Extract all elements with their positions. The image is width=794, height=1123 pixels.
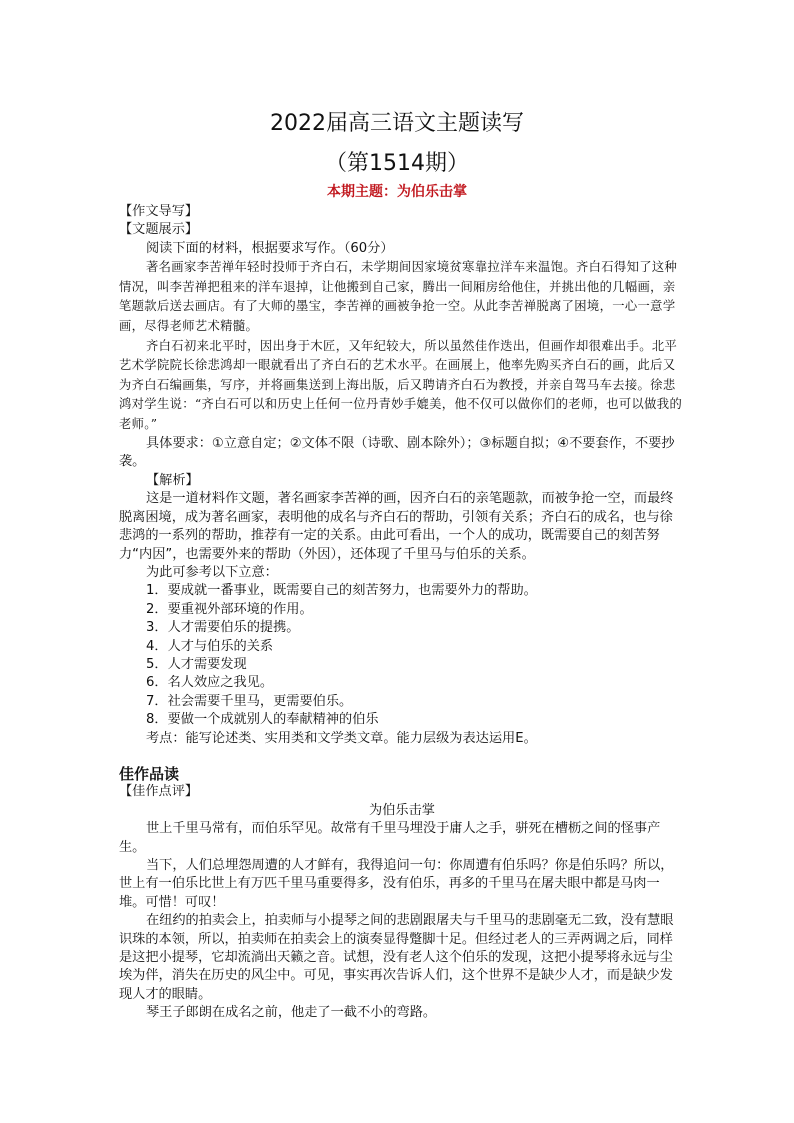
essay-paragraph: 当下，人们总埋怨周遭的人才鲜有，我得追问一句：你周遭有伯乐吗？你是伯乐吗？所以，世上有一伯乐比世上有万匹千里马重要得多，没有伯乐，再多的千里马在屠夫眼中都是马肉一堆。可惜！可叹！ xyxy=(119,858,674,910)
kaodian-text: 考点：能写论述类、实用类和文学类文章。能力层级为表达运用E。 xyxy=(146,730,537,746)
issue-number: （第1514期） xyxy=(325,151,469,176)
instruction-text: 阅读下面的材料，根据要求写作。（60分） xyxy=(146,240,394,256)
idea-item: 6．名人效应之我见。 xyxy=(146,675,274,691)
analysis-text: 这是一道材料作文题，著名画家李苦禅的画，因齐白石的亲笔题款，而被争抢一空，而最终脱离困境，成为著名画家，表明他的成名与齐白石的帮助，引领有关系；齐白石的成名，也与徐悲鸿的一系列的帮助，推荐有一定的关系。由此可看出，一个人的成功，既需要自己的刻苦努力“内因”，也需要外来的帮助（外因），还体现了千里马与伯乐的关系。 xyxy=(119,491,674,562)
prompt-label: 【文题展示】 xyxy=(119,222,199,238)
idea-item: 5．人才需要发现 xyxy=(146,657,247,673)
ideas-intro: 为此可参考以下立意： xyxy=(146,565,278,581)
idea-item: 3．人才需要伯乐的提携。 xyxy=(146,620,300,636)
material-paragraph-1: 著名画家李苦禅年轻时投师于齐白石，未学期间因家境贫寒靠拉洋车来温饱。齐白石得知了这种情况，叫李苦禅把租来的洋车退掉，让他搬到自己家，腾出一间厢房给他住，并挑出他的几幅画，亲笔题款后送去画店。有了大师的墨宝，李苦禅的画被争抢一空。从此李苦禅脱离了困境，一心一意学画，尽得老师艺术精髓。 xyxy=(119,260,678,333)
guide-label: 【作文导写】 xyxy=(119,204,199,219)
idea-item: 2．要重视外部环境的作用。 xyxy=(146,601,313,617)
essay-paragraph: 世上千里马常有，而伯乐罕见。故常有千里马埋没于庸人之手，骈死在槽枥之间的怪事产生。 xyxy=(119,821,661,855)
idea-item: 8．要做一个成就别人的奉献精神的伯乐 xyxy=(146,712,379,728)
essay-title: 为伯乐击掌 xyxy=(369,802,435,818)
requirements-text: 具体要求：①立意自定；②文体不限（诗歌、剧本除外）；③标题自拟；④不要套作，不要抄袭。 xyxy=(119,435,675,469)
document-title: 2022届高三语文主题读写 xyxy=(270,111,524,136)
review-label: 【佳作点评】 xyxy=(119,784,199,800)
idea-item: 7．社会需要千里马，更需要伯乐。 xyxy=(146,693,353,709)
reading-heading: 佳作品读 xyxy=(119,765,180,783)
prompt-section xyxy=(119,203,685,471)
essay-paragraph: 在纽约的拍卖会上，拍卖师与小提琴之间的悲剧跟屠夫与千里马的悲剧毫无二致，没有慧眼识珠的本领，所以，拍卖师在拍卖会上的演奏显得蹩脚十足。但经过老人的三弄两调之后，同样是这把小提琴，它却流淌出天籁之音。试想，没有老人这个伯乐的发现，这把小提琴将永远与尘埃为伴，消失在历史的风尘中。可见，事实再次告诉人们，这个世界不是缺少人才，而是缺少发现人才的眼睛。 xyxy=(119,913,674,1002)
essay-section xyxy=(119,765,685,1023)
material-paragraph-2: 齐白石初来北平时，因出身于木匠，又年纪较大，所以虽然佳作迭出，但画作却很难出手。北平艺术学院院长徐悲鸿却一眼就看出了齐白石的艺术水平。在画展上，他率先购买齐白石的画，此后又为齐白石编画集，写序，并将画集送到上海出版，后又聘请齐白石为教授，并亲自驾马车去接。徐悲鸿对学生说：“齐白石可以和历史上任何一位丹青妙手媲美，他不仅可以做你们的老师，也可以做我的老师。” xyxy=(119,338,683,431)
analysis-section xyxy=(119,472,685,748)
idea-item: 1．要成就一番事业，既需要自己的刻苦努力，也需要外力的帮助。 xyxy=(146,583,537,599)
issue-theme: 本期主题：为伯乐击掌 xyxy=(327,184,467,200)
analysis-label: 【解析】 xyxy=(146,473,199,488)
idea-item: 4．人才与伯乐的关系 xyxy=(146,638,274,654)
essay-paragraph: 琴王子郎朗在成名之前，他走了一截不小的弯路。 xyxy=(146,1005,437,1021)
